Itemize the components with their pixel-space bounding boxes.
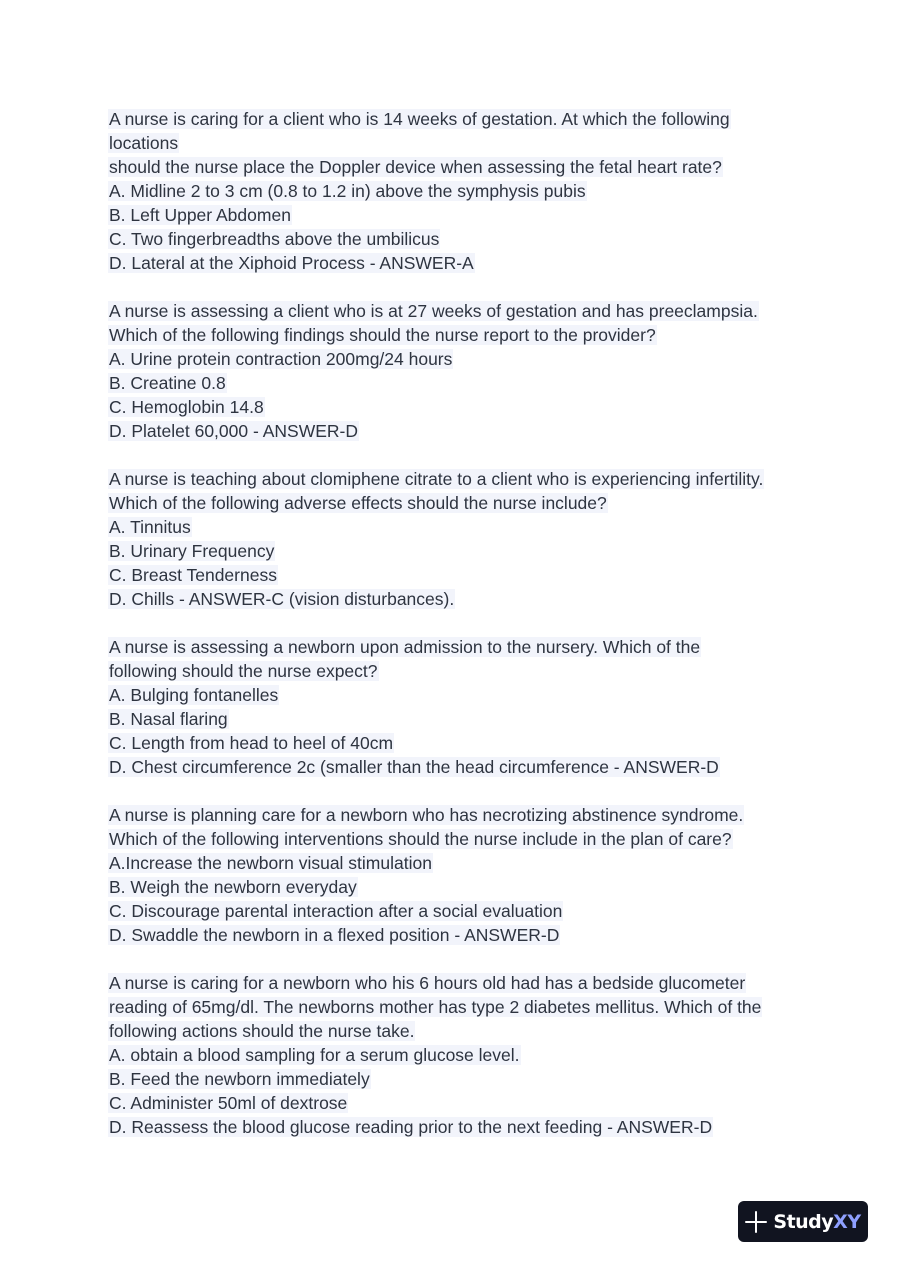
studyxy-badge[interactable] <box>738 1201 868 1242</box>
question-text-line <box>108 467 808 491</box>
highlighted-text: A nurse is assessing a client who is at 27 weeks of gestation and has preeclampsia. <box>109 301 758 321</box>
text-line <box>108 683 808 707</box>
text-line <box>108 155 808 179</box>
text-line <box>108 923 808 947</box>
question-text-line <box>108 107 808 131</box>
highlighted-text: B. Feed the newborn immediately <box>109 1069 370 1089</box>
text-line <box>108 515 808 539</box>
highlighted-text: A nurse is planning care for a newborn who has necrotizing abstinence syndrome. <box>109 805 744 825</box>
text-line <box>108 227 808 251</box>
question-text-line <box>108 971 808 995</box>
plus-icon <box>745 1211 767 1233</box>
text-line <box>108 371 808 395</box>
text-line <box>108 179 808 203</box>
text-line <box>108 707 808 731</box>
highlighted-text: A nurse is assessing a newborn upon admission to the nursery. Which of the <box>109 637 701 657</box>
highlighted-text: C. Administer 50ml of dextrose <box>109 1093 348 1113</box>
highlighted-text: D. Chills - ANSWER-C (vision disturbances). <box>109 589 455 609</box>
text-line <box>108 323 808 347</box>
highlighted-text: D. Platelet 60,000 - ANSWER-D <box>109 421 358 441</box>
highlighted-text: Which of the following interventions should the nurse include in the plan of care? <box>109 829 732 849</box>
highlighted-text: B. Urinary Frequency <box>109 541 275 561</box>
question-text-line <box>108 299 808 323</box>
text-line <box>108 587 808 611</box>
question-block <box>108 635 808 779</box>
question-text-line <box>108 803 808 827</box>
text-line <box>108 755 808 779</box>
highlighted-text: C. Breast Tenderness <box>109 565 277 585</box>
text-line <box>108 1115 808 1139</box>
highlighted-text: A nurse is caring for a newborn who his 6 hours old had has a bedside glucometer <box>109 973 746 993</box>
text-line <box>108 539 808 563</box>
highlighted-text: A. Urine protein contraction 200mg/24 hours <box>109 349 453 369</box>
text-line <box>108 827 808 851</box>
highlighted-text: B. Weigh the newborn everyday <box>109 877 357 897</box>
highlighted-text: A. Midline 2 to 3 cm (0.8 to 1.2 in) above the symphysis pubis <box>109 181 586 201</box>
text-line <box>108 1091 808 1115</box>
question-block <box>108 803 808 947</box>
text-line <box>108 1043 808 1067</box>
text-line <box>108 251 808 275</box>
text-line <box>108 419 808 443</box>
highlighted-text: reading of 65mg/dl. The newborns mother has type 2 diabetes mellitus. Which of the <box>109 997 762 1017</box>
highlighted-text: D. Swaddle the newborn in a flexed position - ANSWER-D <box>109 925 560 945</box>
text-line <box>108 1067 808 1091</box>
text-line <box>108 875 808 899</box>
highlighted-text: locations <box>109 133 179 153</box>
text-line <box>108 659 808 683</box>
text-line <box>108 731 808 755</box>
text-line <box>108 563 808 587</box>
text-line <box>108 851 808 875</box>
highlighted-text: A nurse is caring for a client who is 14 weeks of gestation. At which the following <box>109 109 730 129</box>
highlighted-text: C. Length from head to heel of 40cm <box>109 733 394 753</box>
question-block <box>108 467 808 611</box>
highlighted-text: A. obtain a blood sampling for a serum glucose level. <box>109 1045 520 1065</box>
highlighted-text: following should the nurse expect? <box>109 661 378 681</box>
text-line <box>108 203 808 227</box>
brand-main: Study <box>773 1210 834 1233</box>
highlighted-text: A nurse is teaching about clomiphene citrate to a client who is experiencing infertility. <box>109 469 764 489</box>
highlighted-text: C. Discourage parental interaction after a social evaluation <box>109 901 563 921</box>
highlighted-text: A.Increase the newborn visual stimulation <box>109 853 432 873</box>
highlighted-text: D. Reassess the blood glucose reading prior to the next feeding - ANSWER-D <box>109 1117 713 1137</box>
highlighted-text: following actions should the nurse take. <box>109 1021 415 1041</box>
text-line <box>108 491 808 515</box>
highlighted-text: C. Hemoglobin 14.8 <box>109 397 264 417</box>
brand-accent: XY <box>833 1210 861 1233</box>
question-block <box>108 299 808 443</box>
question-text-line <box>108 635 808 659</box>
text-line <box>108 395 808 419</box>
text-line <box>108 131 808 155</box>
highlighted-text: A. Bulging fontanelles <box>109 685 279 705</box>
question-block <box>108 971 808 1139</box>
highlighted-text: Which of the following adverse effects should the nurse include? <box>109 493 607 513</box>
text-line <box>108 1019 808 1043</box>
highlighted-text: D. Lateral at the Xiphoid Process - ANSWER-A <box>109 253 474 273</box>
highlighted-text: D. Chest circumference 2c (smaller than the head circumference - ANSWER-D <box>109 757 719 777</box>
highlighted-text: C. Two fingerbreadths above the umbilicus <box>109 229 440 249</box>
document-body <box>108 107 808 1163</box>
brand-logo <box>773 1211 860 1233</box>
text-line <box>108 347 808 371</box>
question-block <box>108 107 808 275</box>
highlighted-text: A. Tinnitus <box>109 517 191 537</box>
highlighted-text: B. Left Upper Abdomen <box>109 205 291 225</box>
text-line <box>108 899 808 923</box>
highlighted-text: should the nurse place the Doppler device when assessing the fetal heart rate? <box>109 157 722 177</box>
text-line <box>108 995 808 1019</box>
highlighted-text: B. Nasal flaring <box>109 709 228 729</box>
highlighted-text: B. Creatine 0.8 <box>109 373 226 393</box>
highlighted-text: Which of the following findings should the nurse report to the provider? <box>109 325 656 345</box>
